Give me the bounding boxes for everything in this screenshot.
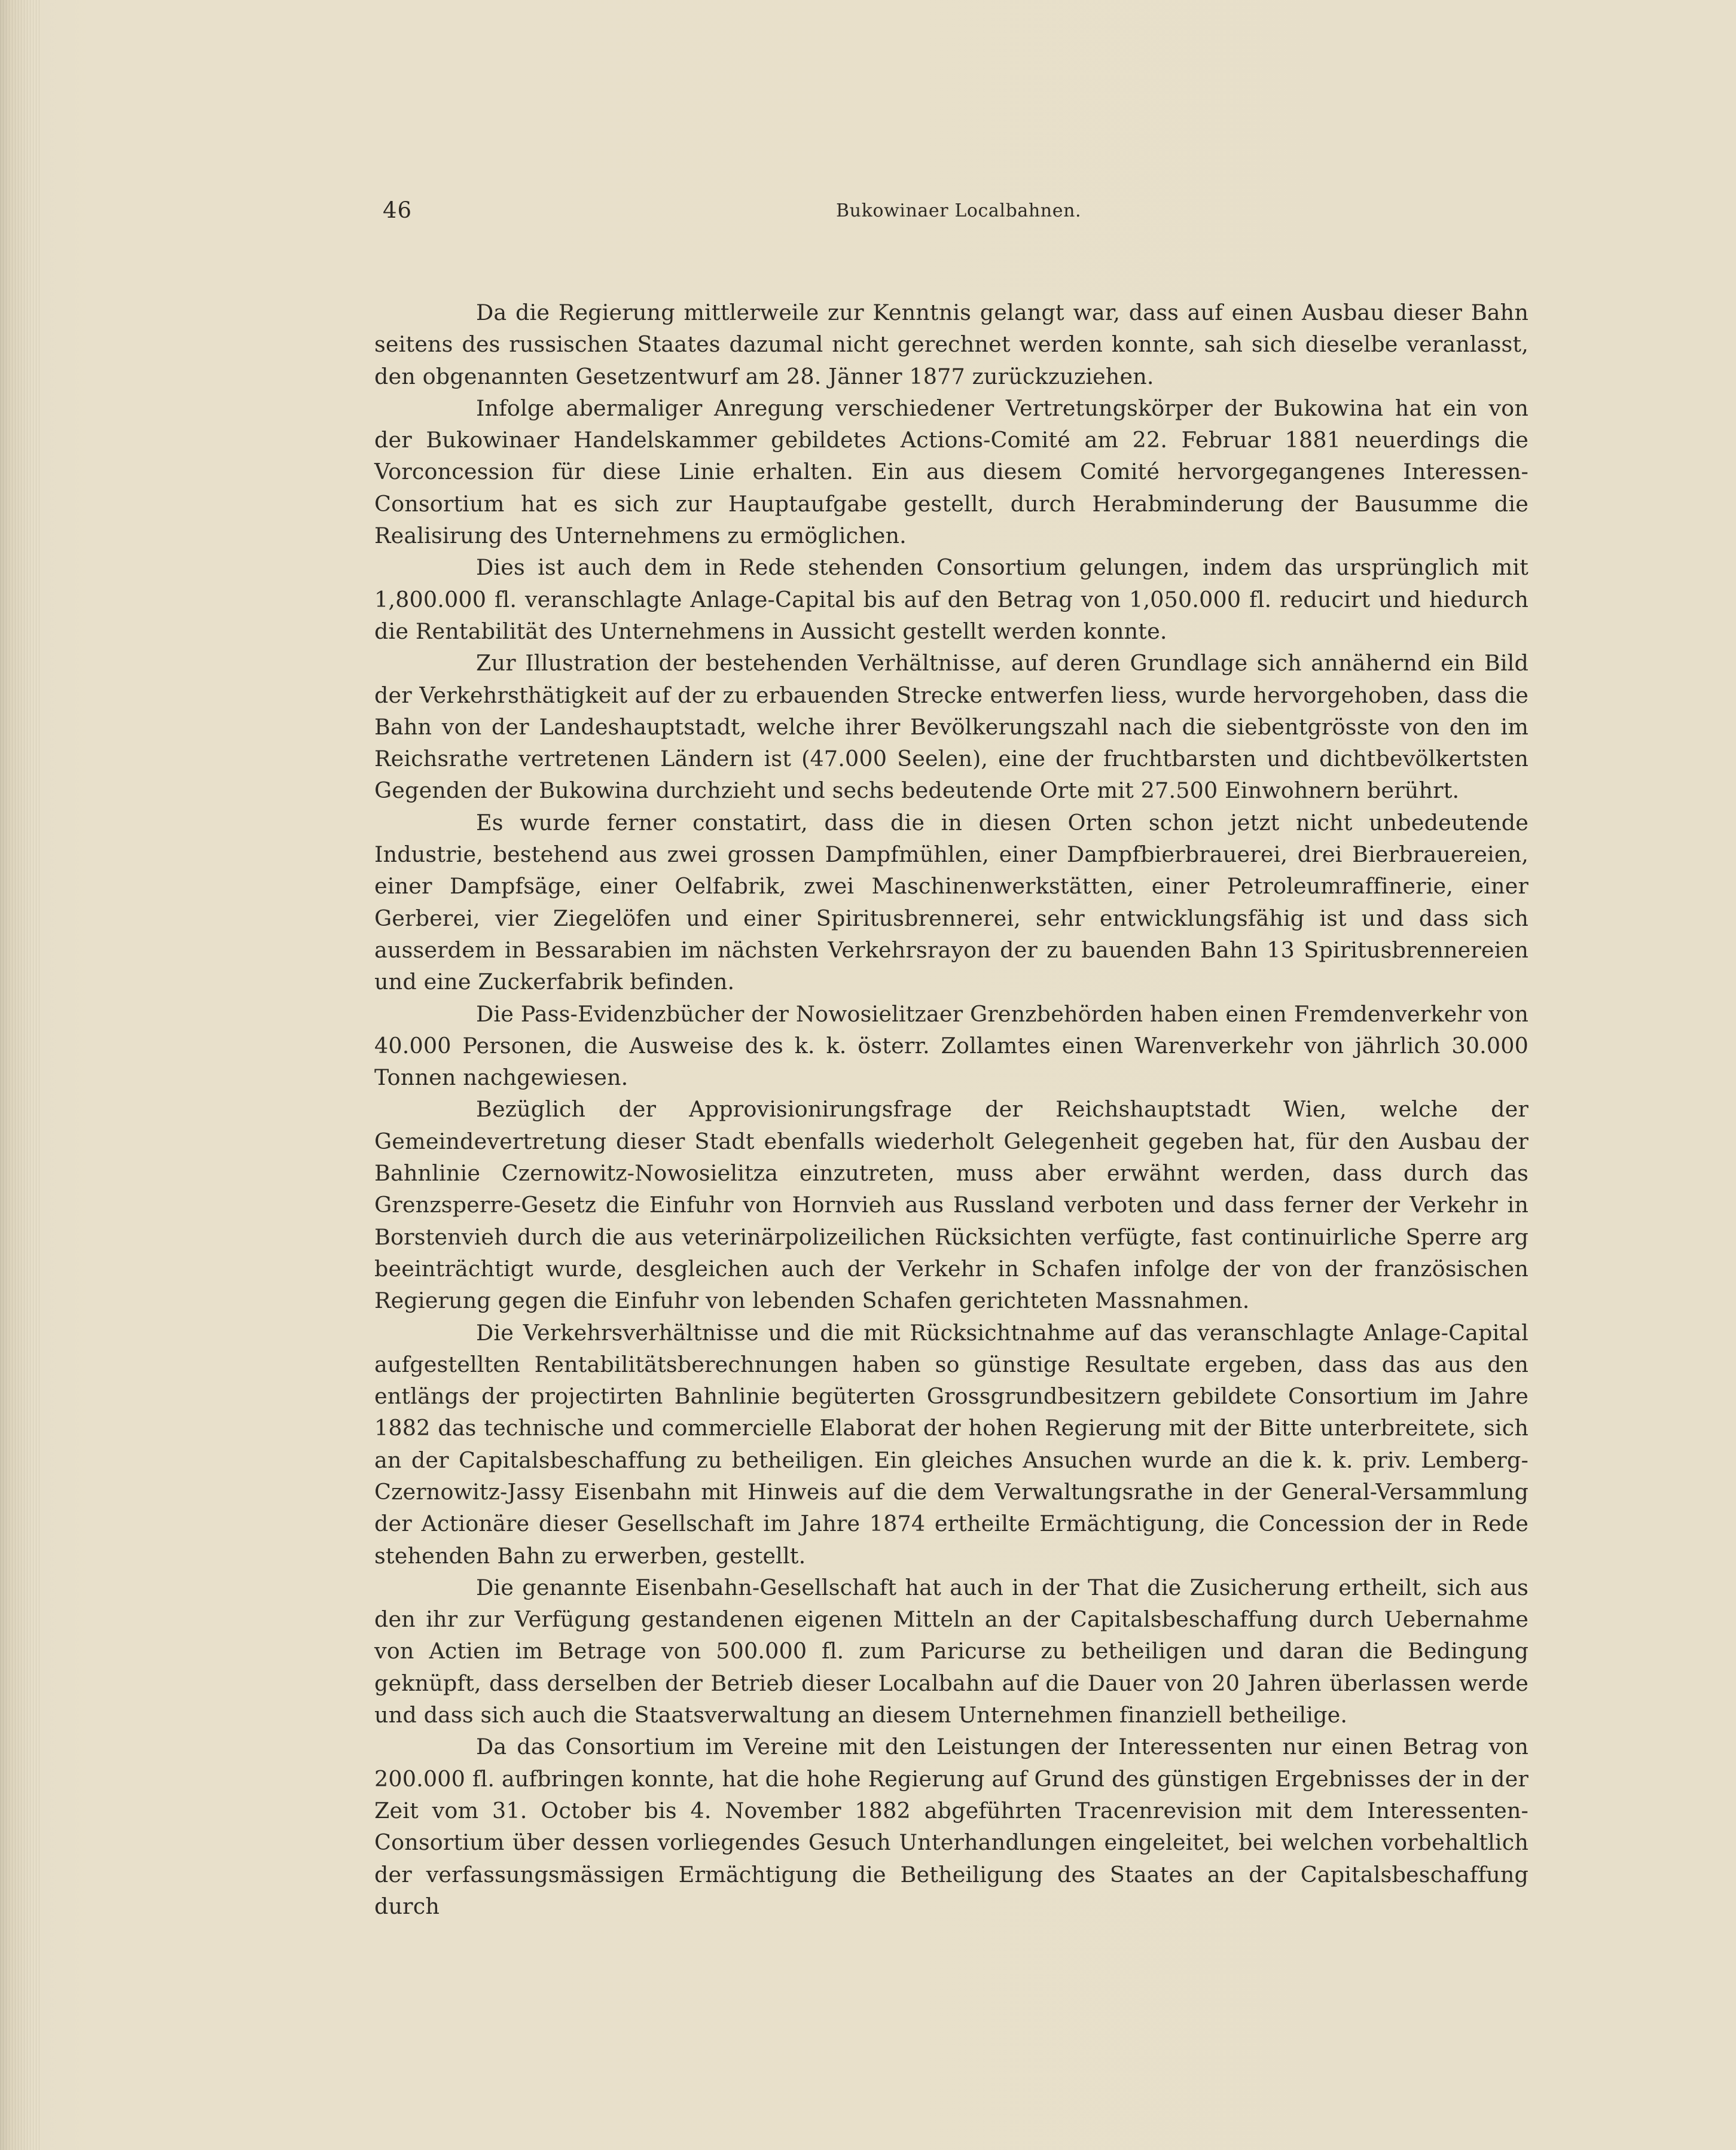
paragraph: Infolge abermaliger Anregung verschiedener Vertretungskörper der Bukowina hat ein von der Bukowinaer Handelskammer gebildetes Actions-Comité am 22. Februar 1881 neuerdings die Vorconcession für diese Linie erhalten. Ein aus diesem Comité hervorgegangenes Interessen-Consortium hat es sich zur Hauptaufgabe gestellt, durch Herabminderung der Bausumme die Realisirung des Unternehmens zu ermöglichen.: [374, 395, 1528, 549]
paragraph: Die Verkehrsverhältnisse und die mit Rücksichtnahme auf das veranschlagte Anlage-Capital aufgestellten Rentabilitätsberechnungen haben so günstige Resultate ergeben, dass das aus den entlängs der projectirten Bahnlinie begüterten Grossgrundbesitzern gebildete Consortium im Jahre 1882 das technische und commercielle Elaborat der hohen Regierung mit der Bitte unterbreitete, sich an der Capitalsbeschaffung zu betheiligen. Ein gleiches Ansuchen wurde an die k. k. priv. Lemberg-Czernowitz-Jassy Eisenbahn mit Hinweis auf die dem Verwaltungsrathe in der General-Versammlung der Actionäre dieser Gesellschaft im Jahre 1874 ertheilte Ermächtigung, die Concession der in Rede stehenden Bahn zu erwerben, gestellt.: [374, 1319, 1528, 1569]
paragraph: Da das Consortium im Vereine mit den Leistungen der Interessenten nur einen Betrag von 200.000 fl. aufbringen konnte, hat die hohe Regierung auf Grund des günstigen Ergebnisses der in der Zeit vom 31. October bis 4. November 1882 abgeführten Tracenrevision mit dem Interessenten-Consortium über dessen vorliegendes Gesuch Unterhandlungen eingeleitet, bei welchen vorbehaltlich der verfassungsmässigen Ermächtigung die Betheiligung des Staates an der Capitalsbeschaffung durch: [374, 1734, 1528, 1919]
paragraph: Dies ist auch dem in Rede stehenden Consortium gelungen, indem das ursprünglich mit 1,800.000 fl. veranschlagte Anlage-Capital bis auf den Betrag von 1,050.000 fl. reducirt und hiedurch die Rentabilität des Unternehmens in Aussicht gestellt werden konnte.: [374, 554, 1528, 644]
body-text: [374, 297, 1528, 1922]
paragraph: Bezüglich der Approvisionirungsfrage der Reichshauptstadt Wien, welche der Gemeindevertretung dieser Stadt ebenfalls wiederholt Gelegenheit gegeben hat, für den Ausbau der Bahnlinie Czernowitz-Nowosielitza einzutreten, muss aber erwähnt werden, dass durch das Grenzsperre-Gesetz die Einfuhr von Hornvieh aus Russland verboten und dass ferner der Verkehr in Borstenvieh durch die aus veterinärpolizeilichen Rücksichten verfügte, fast continuirliche Sperre arg beeinträchtigt wurde, desgleichen auch der Verkehr in Schafen infolge der von der französischen Regierung gegen die Einfuhr von lebenden Schafen gerichteten Massnahmen.: [374, 1096, 1528, 1314]
page-binding-edge: [0, 0, 42, 2150]
paragraph: Die genannte Eisenbahn-Gesellschaft hat auch in der That die Zusicherung ertheilt, sich aus den ihr zur Verfügung gestandenen eigenen Mitteln an der Capitalsbeschaffung durch Uebernahme von Actien im Betrage von 500.000 fl. zum Paricurse zu betheiligen und daran die Bedingung geknüpft, dass derselben der Betrieb dieser Localbahn auf die Dauer von 20 Jahren überlassen werde und dass sich auch die Staatsverwaltung an diesem Unternehmen finanziell betheilige.: [374, 1574, 1528, 1728]
paragraph: Die Pass-Evidenzbücher der Nowosielitzaer Grenzbehörden haben einen Fremdenverkehr von 40.000 Personen, die Ausweise des k. k. österr. Zollamtes einen Warenverkehr von jährlich 30.000 Tonnen nachgewiesen.: [374, 1001, 1528, 1091]
paragraph: Da die Regierung mittlerweile zur Kenntnis gelangt war, dass auf einen Ausbau dieser Bahn seitens des russischen Staates dazumal nicht gerechnet werden konnte, sah sich dieselbe veranlasst, den obgenannten Gesetzentwurf am 28. Jänner 1877 zurückzuziehen.: [374, 300, 1528, 389]
page-header: [376, 197, 1530, 228]
paragraph: Zur Illustration der bestehenden Verhältnisse, auf deren Grundlage sich annähernd ein Bild der Verkehrsthätigkeit auf der zu erbauenden Strecke entwerfen liess, wurde hervorgehoben, dass die Bahn von der Landeshauptstadt, welche ihrer Bevölkerungszahl nach die siebentgrösste von den im Reichsrathe vertretenen Ländern ist (47.000 Seelen), eine der fruchtbarsten und dichtbevölkertsten Gegenden der Bukowina durchzieht und sechs bedeutende Orte mit 27.500 Einwohnern berührt.: [374, 650, 1528, 804]
paragraph: Es wurde ferner constatirt, dass die in diesen Orten schon jetzt nicht unbedeutende Industrie, bestehend aus zwei grossen Dampfmühlen, einer Dampfbierbrauerei, drei Bierbrauereien, einer Dampfsäge, einer Oelfabrik, zwei Maschinenwerkstätten, einer Petroleumraffinerie, einer Gerberei, vier Ziegelöfen und einer Spiritusbrennerei, sehr entwicklungsfähig ist und dass sich ausserdem in Bessarabien im nächsten Verkehrsrayon der zu bauenden Bahn 13 Spiritusbrennereien und eine Zuckerfabrik befinden.: [374, 809, 1528, 995]
running-title: Bukowinaer Localbahnen.: [836, 200, 1082, 221]
page-number: 46: [383, 197, 413, 223]
